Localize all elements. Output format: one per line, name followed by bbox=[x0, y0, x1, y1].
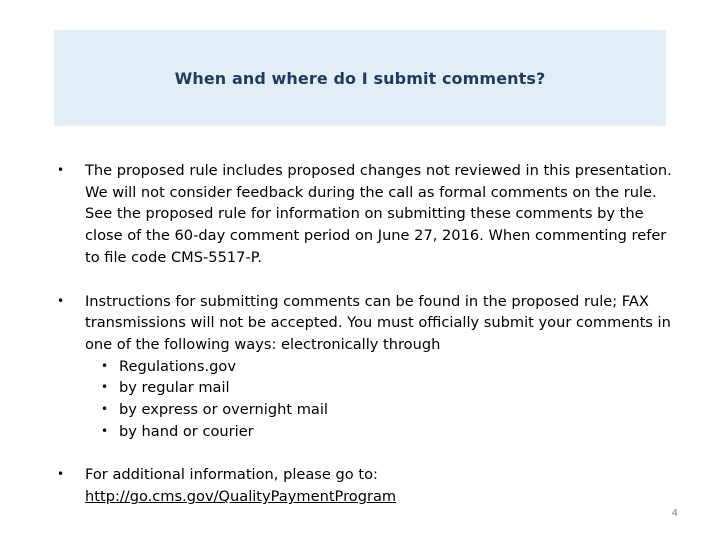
submission-method: by express or overnight mail bbox=[119, 401, 328, 419]
bullet-icon: • bbox=[57, 163, 65, 177]
bullet-text: The proposed rule includes proposed changes not reviewed in this presentation. We will not consider feedback during the call as formal comments on the rule. See the proposed rule for information on submitting these comments by the close of the 60-day comment period on June 27, 2016. When commenting refer to file code CMS-5517-P. bbox=[85, 162, 672, 266]
submission-methods-list bbox=[85, 356, 676, 443]
bullet-additional-info bbox=[56, 464, 676, 507]
list-item bbox=[85, 399, 676, 421]
submission-method: by regular mail bbox=[119, 379, 230, 397]
bullet-icon: • bbox=[101, 423, 109, 438]
list-item bbox=[85, 377, 676, 399]
submission-method: Regulations.gov bbox=[119, 357, 236, 375]
list-item bbox=[85, 356, 676, 378]
bullet-icon: • bbox=[101, 402, 109, 417]
bullet-icon: • bbox=[101, 358, 109, 373]
title-banner bbox=[54, 30, 666, 126]
bullet-icon: • bbox=[57, 293, 65, 308]
quality-payment-program-link[interactable]: http://go.cms.gov/QualityPaymentProgram bbox=[85, 488, 397, 506]
slide-body bbox=[56, 160, 676, 508]
bullet-proposed-rule bbox=[56, 160, 676, 269]
bullet-icon: • bbox=[101, 380, 109, 395]
bullet-text: For additional information, please go to: bbox=[85, 466, 378, 484]
bullet-icon: • bbox=[57, 467, 65, 482]
slide-title: When and where do I submit comments? bbox=[174, 68, 546, 88]
page-number: 4 bbox=[671, 508, 678, 519]
list-item bbox=[85, 421, 676, 443]
bullet-text: Instructions for submitting comments can be found in the proposed rule; FAX transmissions will not be accepted. You must officially submit your comments in one of the following ways: electronically through bbox=[85, 292, 671, 353]
bullet-submission-instructions bbox=[56, 291, 676, 443]
submission-method: by hand or courier bbox=[119, 422, 254, 440]
